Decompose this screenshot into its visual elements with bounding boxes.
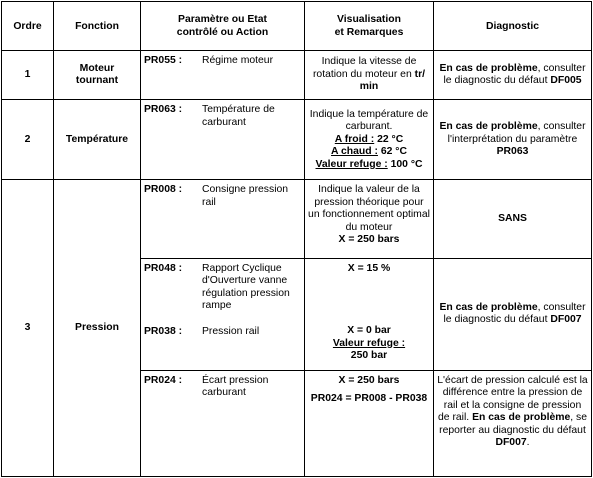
header-fonction: Fonction: [54, 2, 141, 51]
row3-pr024-visualisation: [305, 370, 434, 476]
row2-diag-code: PR063: [496, 146, 529, 158]
row3-pr038-refuge-label: Valeur refuge :: [332, 337, 406, 349]
row3-pr024-vis-x: X = 250 bars: [338, 374, 400, 386]
row1-diag-text: , consulter le diagnostic du défaut: [443, 62, 586, 87]
row2-vis-text: Indique la température de carburant.: [309, 108, 429, 133]
row2-diag-bold: En cas de problème: [439, 121, 538, 133]
row2-froid: [308, 134, 430, 147]
row1-vis-unit: tr/ min: [359, 68, 426, 93]
row2-param-desc: Température de carburant: [202, 104, 275, 128]
table-row: [2, 100, 592, 180]
header-visualisation-line1: Visualisation: [337, 14, 401, 26]
row2-chaud: [308, 146, 430, 159]
row3-pr024-code: PR024 :: [144, 374, 183, 386]
row1-vis-text: Indique la vitesse de rotation du moteur en: [312, 56, 417, 80]
row3-pr008-param: [141, 180, 305, 258]
row3-pr038-vis: X = 0 bar: [347, 325, 391, 336]
row3-pr024-diag-period: .: [526, 437, 530, 449]
table-row: [2, 51, 592, 100]
row3-pr048-pr038-param: [141, 258, 305, 370]
row3-pr024-diag-code: DF007: [495, 437, 527, 449]
row3-pr048-desc: Rapport Cyclique d'Ouverture vanne régulation pression rampe: [202, 262, 290, 311]
row1-fonction: [54, 51, 141, 100]
row2-param-code: PR063 :: [144, 104, 183, 116]
row1-param-code: PR055 :: [144, 55, 183, 67]
row3-pr008-desc: Consigne pression rail: [202, 184, 289, 208]
row3-pr024-diag-bold: En cas de problème: [472, 412, 571, 424]
header-parametre: [141, 2, 305, 51]
row2-froid-value: 22 °C: [374, 133, 404, 145]
row3-mid-diag-code: DF007: [550, 314, 582, 326]
row3-pr008-vis-text: Indique la valeur de la pression théorique pour un fonctionnement optimal du moteur: [308, 184, 430, 233]
row1-diag-bold: En cas de problème: [439, 62, 538, 74]
row2-diag-text: , consulter l'interprétation du paramètre: [447, 121, 586, 145]
header-visualisation: [305, 2, 434, 51]
row3-pr038-code: PR038 :: [144, 325, 183, 337]
row2-refuge-value: 100 °C: [387, 158, 423, 170]
row1-fonction-line1: Moteur: [79, 62, 115, 74]
row2-visualisation: [305, 100, 434, 180]
row2-refuge: [308, 159, 430, 172]
row2-chaud-label: A chaud :: [331, 146, 378, 158]
header-parametre-line1: Paramètre ou Etat: [178, 14, 267, 26]
row1-param-desc: Régime moteur: [202, 55, 274, 67]
row2-froid-label: A froid :: [334, 133, 375, 145]
row3-pr024-diagnostic: [434, 370, 592, 476]
row2-ordre: 2: [2, 100, 54, 180]
row3-pr048-vis: X = 15 %: [347, 262, 391, 274]
row2-param: [141, 100, 305, 180]
row1-ordre: 1: [2, 51, 54, 100]
row3-pr048-code: PR048 :: [144, 262, 183, 274]
row3-ordre: 3: [2, 180, 54, 477]
row3-pr008-vis-x: X = 250 bars: [338, 234, 400, 246]
row3-mid-diagnostic: [434, 258, 592, 370]
row3-pr048-pr038-visualisation: [305, 258, 434, 370]
header-parametre-line2: contrôlé ou Action: [176, 27, 269, 39]
row3-pr008-diagnostic: SANS: [434, 180, 592, 258]
row2-refuge-label: Valeur refuge :: [315, 158, 388, 170]
row1-diag-code: DF005: [550, 75, 582, 87]
row3-mid-diag-bold: En cas de problème: [439, 301, 538, 313]
header-ordre: Ordre: [2, 2, 54, 51]
row2-fonction: Température: [54, 100, 141, 180]
row3-pr008-code: PR008 :: [144, 184, 183, 196]
row1-diagnostic: [434, 51, 592, 100]
diagnostic-table: [1, 1, 592, 477]
row3-pr038-desc: Pression rail: [202, 325, 260, 337]
row1-visualisation: [305, 51, 434, 100]
row3-pr024-desc: Écart pression carburant: [202, 374, 269, 399]
row1-fonction-line2: tournant: [75, 75, 119, 87]
row3-pr024-param: [141, 370, 305, 476]
row1-param: [141, 51, 305, 100]
row3-pr038-refuge-value: 250 bar: [350, 350, 388, 361]
row3-pr024-formula: PR024 = PR008 - PR038: [310, 393, 428, 405]
row3-pr008-visualisation: [305, 180, 434, 258]
row3-pr024-diag-text2: , se reporter au diagnostic du défaut: [439, 412, 587, 436]
header-visualisation-line2: et Remarques: [334, 27, 404, 39]
table-row: [2, 180, 592, 258]
row3-pr024-diag-text: L'écart de pression calculé est la différence entre la pression de rail et la consigne de pression de rail.: [437, 374, 588, 424]
row3-mid-diag-text: , consulter le diagnostic du défaut: [443, 301, 586, 326]
row2-diagnostic: [434, 100, 592, 180]
row2-chaud-value: 62 °C: [377, 146, 407, 158]
header-row: [2, 2, 592, 51]
row3-fonction: Pression: [54, 180, 141, 477]
header-diagnostic: Diagnostic: [434, 2, 592, 51]
